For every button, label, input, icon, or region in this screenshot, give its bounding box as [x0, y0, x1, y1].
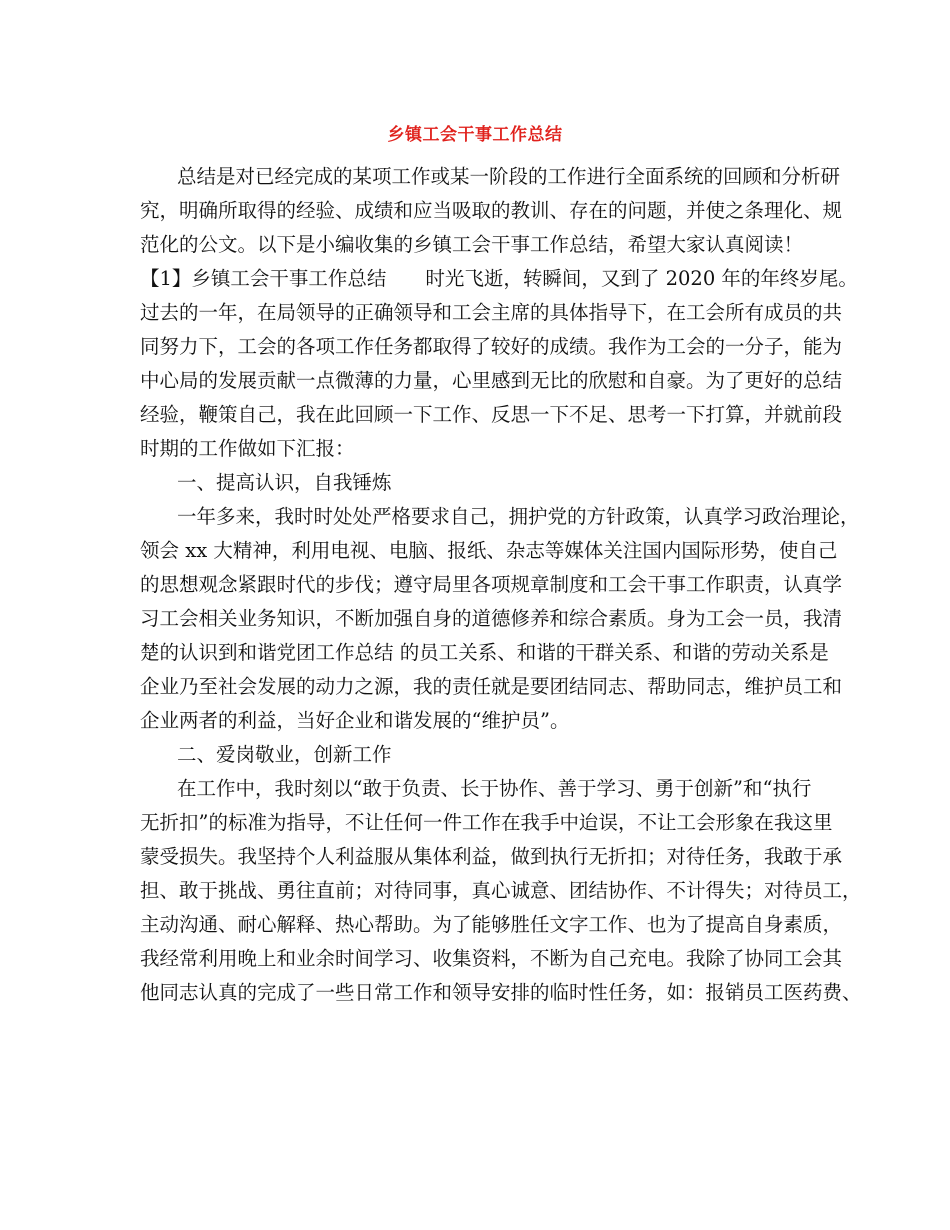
- document-title: 乡镇工会干事工作总结: [387, 125, 563, 145]
- text-line: 楚的认识到和谐党团工作总结 的员工关系、和谐的干群关系、和谐的劳动关系是: [140, 641, 829, 664]
- text-line: 在工作中，我时刻以“敢于负责、长于协作、善于学习、勇于创新”和“执行: [177, 777, 812, 800]
- text-line: 中心局的发展贡献一点微薄的力量，心里感到无比的欣慰和自豪。为了更好的总结: [140, 369, 843, 392]
- text-line: 无折扣”的标准为指导，不让任何一件工作在我手中迨误，不让工会形象在我这里: [140, 811, 833, 834]
- text-line: 习工会相关业务知识，不断加强自身的道德修养和综合素质。身为工会一员，我清: [140, 607, 843, 630]
- text-line: 过去的一年，在局领导的正确领导和工会主席的具体指导下，在工会所有成员的共: [140, 301, 843, 324]
- text-line: 时期的工作做如下汇报：: [140, 437, 355, 460]
- text-line: 企业乃至社会发展的动力之源，我的责任就是要团结同志、帮助同志，维护员工和: [140, 675, 843, 698]
- text-line: 同努力下，工会的各项工作任务都取得了较好的成绩。我作为工会的一分子，能为: [140, 335, 843, 358]
- text-line: 【1】乡镇工会干事工作总结 时光飞逝，转瞬间，又到了 2020 年的年终岁尾。: [140, 267, 858, 290]
- text-line: 主动沟通、耐心解释、热心帮助。为了能够胜任文字工作、也为了提高自身素质，: [140, 913, 843, 936]
- text-line: 企业两者的利益，当好企业和谐发展的“维护员”。: [140, 709, 570, 732]
- text-line: 蒙受损失。我坚持个人利益服从集体利益，做到执行无折扣；对待任务，我敢于承: [140, 845, 843, 868]
- text-line: 范化的公文。以下是小编收集的乡镇工会干事工作总结，希望大家认真阅读！: [140, 233, 804, 256]
- text-line: 总结是对已经完成的某项工作或某一阶段的工作进行全面系统的回顾和分析研: [177, 165, 841, 188]
- section-heading: 二、爱岗敬业，创新工作: [177, 743, 392, 766]
- text-line: 的思想观念紧跟时代的步伐；遵守局里各项规章制度和工会干事工作职责，认真学: [140, 573, 843, 596]
- text-line: 一年多来，我时时处处严格要求自己，拥护党的方针政策，认真学习政治理论，: [177, 505, 860, 528]
- text-line: 经验，鞭策自己，我在此回顾一下工作、反思一下不足、思考一下打算，并就前段: [140, 403, 843, 426]
- text-line: 我经常利用晚上和业余时间学习、收集资料，不断为自己充电。我除了协同工会其: [140, 947, 843, 970]
- text-line: 担、敢于挑战、勇往直前；对待同事，真心诚意、团结协作、不计得失；对待员工，: [140, 879, 862, 902]
- text-line: 领会 xx 大精神，利用电视、电脑、报纸、杂志等媒体关注国内国际形势，使自己: [140, 539, 838, 562]
- text-line: 他同志认真的完成了一些日常工作和领导安排的临时性任务，如：报销员工医药费、: [140, 981, 862, 1004]
- text-line: 究，明确所取得的经验、成绩和应当吸取的教训、存在的问题，并使之条理化、规: [140, 199, 843, 222]
- section-heading: 一、提高认识，自我锤炼: [177, 471, 392, 494]
